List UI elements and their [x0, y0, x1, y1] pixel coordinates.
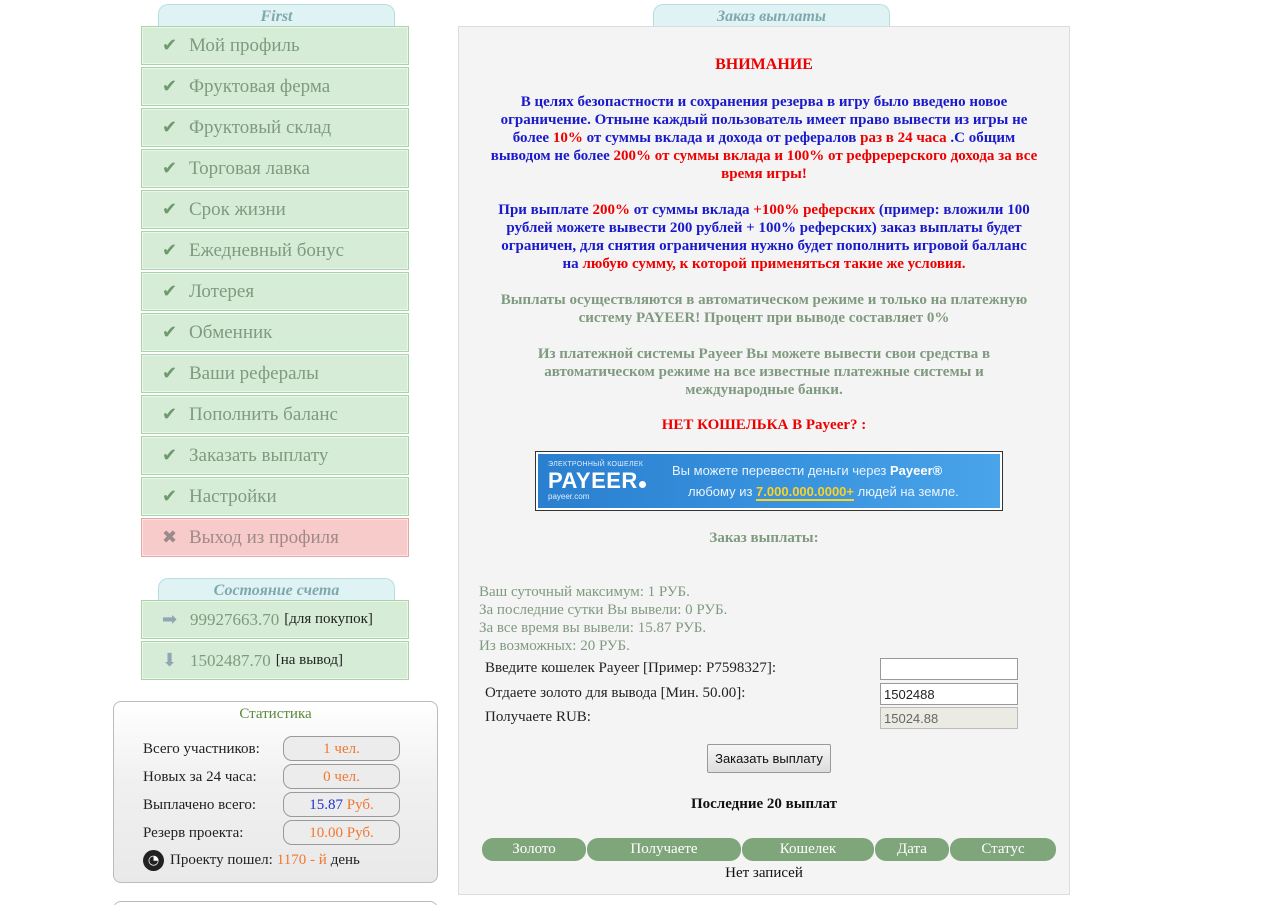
- payeer-logo: [548, 468, 646, 494]
- arrow-down-icon: ⬇: [162, 650, 178, 671]
- last-payouts-title: Последние 20 выплат: [690, 796, 838, 812]
- sidebar-item-logout[interactable]: [141, 518, 409, 557]
- stat-reserve-value: 10.00 Руб.: [283, 820, 400, 845]
- order-title: Заказ выплаты:: [709, 530, 819, 546]
- rub-output: [880, 707, 1018, 729]
- table-header-gold: Золото: [482, 838, 586, 861]
- notice-fragment: При выплате: [498, 202, 593, 218]
- arrow-right-icon: ➡: [162, 609, 178, 630]
- table-header-receive: Получаете: [587, 838, 741, 861]
- notice-line: ограничен, для снятия ограничения нужно будет пополнить игровой балланс: [501, 238, 1027, 254]
- stat-new-24h-label: Новых за 24 часа:: [143, 769, 257, 785]
- sidebar-item-label: Фруктовый склад: [189, 116, 332, 138]
- notice-fragment: выводом не более: [490, 148, 614, 164]
- notice-fragment: любую сумму, к которой применяться такие же условия.: [582, 256, 966, 272]
- check-icon: ✔: [162, 363, 178, 384]
- rub-label: Получаете RUB:: [485, 709, 591, 725]
- check-icon: ✔: [162, 117, 178, 138]
- clock-icon: ◔: [143, 850, 164, 871]
- wallet-input[interactable]: [880, 658, 1018, 680]
- statistics-title: Статистика: [239, 706, 312, 722]
- notice-line: Из платежной системы Payeer Вы можете вывести свои средства в: [537, 346, 991, 362]
- balance-withdraw-tag: [на вывод]: [275, 652, 344, 668]
- payeer-banner[interactable]: [535, 451, 1003, 511]
- banner-text: любому из: [688, 484, 757, 499]
- next-panel-edge: [113, 901, 438, 905]
- stat-total-users-label: Всего участников:: [143, 741, 260, 757]
- sidebar-item-label: Пополнить баланс: [189, 403, 338, 425]
- page-title: Заказ выплаты: [653, 4, 890, 26]
- notice-paragraph-4: [459, 345, 1069, 399]
- check-icon: ✔: [162, 158, 178, 179]
- account-tab-title: Состояние счета: [158, 578, 395, 600]
- gold-input[interactable]: [880, 683, 1018, 705]
- close-icon: ✖: [162, 527, 178, 548]
- notice-line: рублей можете вывести 200 рублей + 100% реферских) заказ выплаты будет: [506, 220, 1022, 236]
- project-days-value: 1170 - й: [276, 852, 327, 868]
- balance-purchase: [141, 600, 409, 639]
- info-all-time: За все время вы вывели: 15.87 РУБ.: [479, 620, 707, 636]
- menu-tab-title: First: [158, 4, 395, 26]
- notice-line: [459, 147, 1069, 165]
- stat-paid-total-value: [283, 792, 400, 817]
- stat-paid-total-num: 15.87: [309, 797, 343, 813]
- sidebar-item-label: Обменник: [189, 321, 273, 343]
- notice-line: В целях безопастности и сохранения резерва в игру было введено новое: [520, 94, 1008, 110]
- notice-line: международные банки.: [685, 382, 843, 398]
- no-records: Нет записей: [725, 865, 803, 881]
- banner-highlight: 7.000.000.0000+: [756, 484, 855, 499]
- balance-purchase-value: 99927663.70: [190, 609, 280, 629]
- sidebar-item-trade-shop[interactable]: [141, 149, 409, 188]
- notice-line: [459, 129, 1069, 147]
- check-icon: ✔: [162, 404, 178, 425]
- statistics-panel: [113, 701, 438, 883]
- sidebar-item-label: Заказать выплату: [189, 444, 329, 466]
- banner-caption: ЭЛЕКТРОННЫЙ КОШЕЛЕК: [548, 461, 644, 468]
- sidebar-item-label: Ваши рефералы: [189, 362, 319, 384]
- check-icon: ✔: [162, 199, 178, 220]
- notice-fragment: (пример: вложили 100: [875, 202, 1030, 218]
- check-icon: ✔: [162, 281, 178, 302]
- notice-line: [459, 201, 1069, 219]
- notice-line: автоматическом режиме на все известные платежные системы и: [544, 364, 984, 380]
- sidebar-item-lifetime[interactable]: [141, 190, 409, 229]
- stat-paid-total-label: Выплачено всего:: [143, 797, 257, 813]
- banner-site: payeer.com: [548, 492, 590, 501]
- banner-brand: Payeer®: [889, 463, 943, 478]
- sidebar-item-lottery[interactable]: [141, 272, 409, 311]
- stat-total-users-value: 1 чел.: [283, 736, 400, 761]
- info-possible: Из возможных: 20 РУБ.: [479, 638, 630, 654]
- wallet-label: Введите кошелек Payeer [Пример: P7598327]:: [485, 660, 776, 676]
- notice-fragment: 200% от суммы вклада и 100% от рефререрского дохода за все: [613, 148, 1038, 164]
- payeer-logo-text: PAYEER: [548, 468, 638, 493]
- sidebar-item-label: Мой профиль: [189, 34, 300, 56]
- withdraw-panel: [458, 26, 1070, 895]
- stat-new-24h-value: 0 чел.: [283, 764, 400, 789]
- notice-fragment: от суммы вклада: [629, 202, 754, 218]
- project-days: [143, 850, 360, 871]
- notice-fragment: .С общим: [946, 130, 1016, 146]
- project-days-suffix: день: [330, 852, 360, 868]
- project-days-label: Проекту пошел:: [170, 852, 273, 868]
- table-header-date: Дата: [875, 838, 949, 861]
- gold-label: Отдаете золото для вывода [Мин. 50.00]:: [485, 685, 746, 701]
- notice-paragraph-3: [459, 291, 1069, 327]
- notice-line: [459, 255, 1069, 273]
- sidebar-item-label: Лотерея: [189, 280, 255, 302]
- sidebar-item-label: Выход из профиля: [189, 526, 339, 548]
- check-icon: ✔: [162, 240, 178, 261]
- sidebar-item-label: Ежедневный бонус: [189, 239, 345, 261]
- sidebar-item-my-profile[interactable]: [141, 26, 409, 65]
- sidebar-item-label: Срок жизни: [189, 198, 286, 220]
- sidebar-item-settings[interactable]: [141, 477, 409, 516]
- no-wallet-heading: НЕТ КОШЕЛЬКА В Payeer? :: [661, 417, 867, 433]
- notice-paragraph-1: [459, 93, 1069, 183]
- account-balances: [141, 600, 409, 682]
- check-icon: ✔: [162, 35, 178, 56]
- sidebar-item-fruit-farm[interactable]: [141, 67, 409, 106]
- notice-fragment: более: [512, 130, 553, 146]
- payeer-banner-body: [538, 454, 1000, 508]
- stat-paid-total-unit: Руб.: [346, 797, 374, 813]
- banner-text: Вы можете перевести деньги через: [672, 463, 890, 478]
- notice-fragment: 200%: [592, 202, 630, 218]
- notice-line: Выплаты осуществляются в автоматическом режиме и только на платежную: [500, 292, 1028, 308]
- check-icon: ✔: [162, 76, 178, 97]
- sidebar-menu: [141, 26, 409, 559]
- stat-reserve-label: Резерв проекта:: [143, 825, 244, 841]
- check-icon: ✔: [162, 322, 178, 343]
- sidebar-item-fruit-storage[interactable]: [141, 108, 409, 147]
- sidebar-item-daily-bonus[interactable]: [141, 231, 409, 270]
- banner-line-1: [672, 463, 942, 478]
- notice-line: систему PAYEER! Процент при выводе составляет 0%: [578, 310, 950, 326]
- notice-line: ограничение. Отныне каждый пользователь имеет право вывести из игры не: [500, 112, 1028, 128]
- info-daily-max: Ваш суточный максимум: 1 РУБ.: [479, 584, 690, 600]
- notice-fragment: +100% реферских: [753, 202, 876, 218]
- notice-fragment: 10%: [552, 130, 583, 146]
- sidebar-item-label: Торговая лавка: [189, 157, 310, 179]
- banner-line-2: [688, 484, 959, 499]
- sidebar-item-referrals[interactable]: [141, 354, 409, 393]
- notice-line: время игры!: [721, 166, 807, 182]
- notice-paragraph-2: [459, 201, 1069, 273]
- table-header-status: Статус: [950, 838, 1056, 861]
- balance-withdraw-value: 1502487.70: [190, 650, 271, 670]
- banner-text: людей на земле.: [854, 484, 959, 499]
- order-payout-button[interactable]: Заказать выплату: [707, 744, 831, 773]
- sidebar-item-label: Настройки: [189, 485, 277, 507]
- sidebar-item-exchanger[interactable]: [141, 313, 409, 352]
- sidebar-item-label: Фруктовая ферма: [189, 75, 331, 97]
- notice-fragment: от суммы вклада и дохода от рефералов: [582, 130, 861, 146]
- notice-fragment: раз в 24 часа: [860, 130, 947, 146]
- check-icon: ✔: [162, 445, 178, 466]
- check-icon: ✔: [162, 486, 178, 507]
- table-header-wallet: Кошелек: [742, 838, 874, 861]
- sidebar-item-withdraw[interactable]: [141, 436, 409, 475]
- info-last-day: За последние сутки Вы вывели: 0 РУБ.: [479, 602, 728, 618]
- logo-dot-icon: [639, 481, 646, 488]
- sidebar-item-deposit[interactable]: [141, 395, 409, 434]
- balance-purchase-tag: [для покупок]: [284, 611, 373, 627]
- notice-fragment: на: [562, 256, 583, 272]
- attention-heading: ВНИМАНИЕ: [715, 56, 813, 73]
- balance-withdraw: [141, 641, 409, 680]
